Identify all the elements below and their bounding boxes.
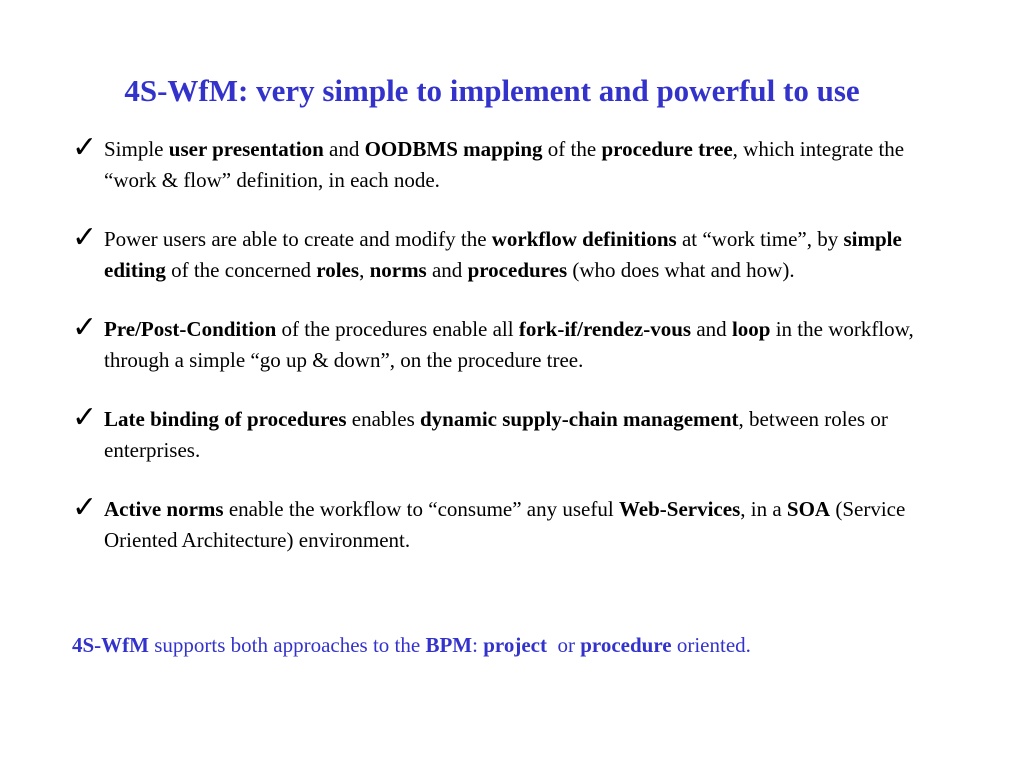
bold-term: user presentation <box>168 137 324 161</box>
bullet-text <box>104 494 922 556</box>
slide-title: 4S-WfM: very simple to implement and powerful to use <box>124 73 860 108</box>
text-span: Power users are able to create and modify the <box>104 227 492 251</box>
text-span: in the workflow, through a simple “go up & down”, on the procedure tree. <box>104 317 914 372</box>
text-span: (Service Oriented Architecture) environment. <box>104 497 906 552</box>
bold-term: dynamic supply-chain management <box>420 407 739 431</box>
text-span: of the concerned <box>165 258 317 282</box>
bullet-text <box>104 314 922 376</box>
text-span: enable the workflow to “consume” any useful <box>223 497 619 521</box>
text-span: , in a <box>740 497 787 521</box>
bold-term: Web-Services <box>618 497 741 521</box>
bold-term: BPM <box>425 633 473 657</box>
checkmark-icon: ✓ <box>72 310 98 345</box>
checkmark-icon: ✓ <box>72 220 98 255</box>
bullet-text <box>104 134 922 196</box>
bold-term: roles <box>316 258 360 282</box>
bold-term: 4S-WfM <box>72 633 149 657</box>
bold-term: Late binding of procedures <box>104 407 347 431</box>
checkmark-icon: ✓ <box>72 130 98 165</box>
text-span: oriented. <box>671 633 751 657</box>
bold-term: procedures <box>467 258 568 282</box>
bold-term: simple editing <box>104 227 902 282</box>
bullet-item <box>72 220 922 286</box>
bullet-item <box>72 130 922 196</box>
text-span: or <box>546 633 581 657</box>
bold-term: workflow definitions <box>491 227 677 251</box>
bold-term: procedure <box>580 633 672 657</box>
text-span: , between roles or enterprises. <box>104 407 888 462</box>
text-span: Simple <box>104 137 169 161</box>
bold-term: Pre/Post-Condition <box>104 317 277 341</box>
text-span: and <box>323 137 365 161</box>
text-span: supports both approaches to the <box>149 633 426 657</box>
bold-term: OODBMS mapping <box>364 137 543 161</box>
text-span: : <box>472 633 484 657</box>
checkmark-icon: ✓ <box>72 400 98 435</box>
footer-note <box>72 630 751 660</box>
text-span: enables <box>346 407 420 431</box>
bullet-list <box>72 130 922 584</box>
text-span: of the <box>542 137 602 161</box>
bold-term: loop <box>731 317 771 341</box>
bullet-text <box>104 224 922 286</box>
bullet-text <box>104 404 922 466</box>
bold-term: project <box>483 633 547 657</box>
bullet-item <box>72 400 922 466</box>
text-span: , which integrate the “work & flow” definition, in each node. <box>104 137 905 192</box>
text-span: at “work time”, by <box>676 227 844 251</box>
bold-term: SOA <box>786 497 831 521</box>
text-span: and <box>691 317 732 341</box>
text-span: (who does what and how). <box>567 258 795 282</box>
bold-term: procedure tree <box>601 137 733 161</box>
text-span: of the procedures enable all <box>276 317 519 341</box>
text-span: and <box>426 258 468 282</box>
bold-term: fork-if/rendez-vous <box>518 317 692 341</box>
text-span: , <box>359 258 370 282</box>
bold-term: Active norms <box>104 497 224 521</box>
checkmark-icon: ✓ <box>72 490 98 525</box>
bold-term: norms <box>369 258 427 282</box>
bullet-item <box>72 490 922 556</box>
bullet-item <box>72 310 922 376</box>
